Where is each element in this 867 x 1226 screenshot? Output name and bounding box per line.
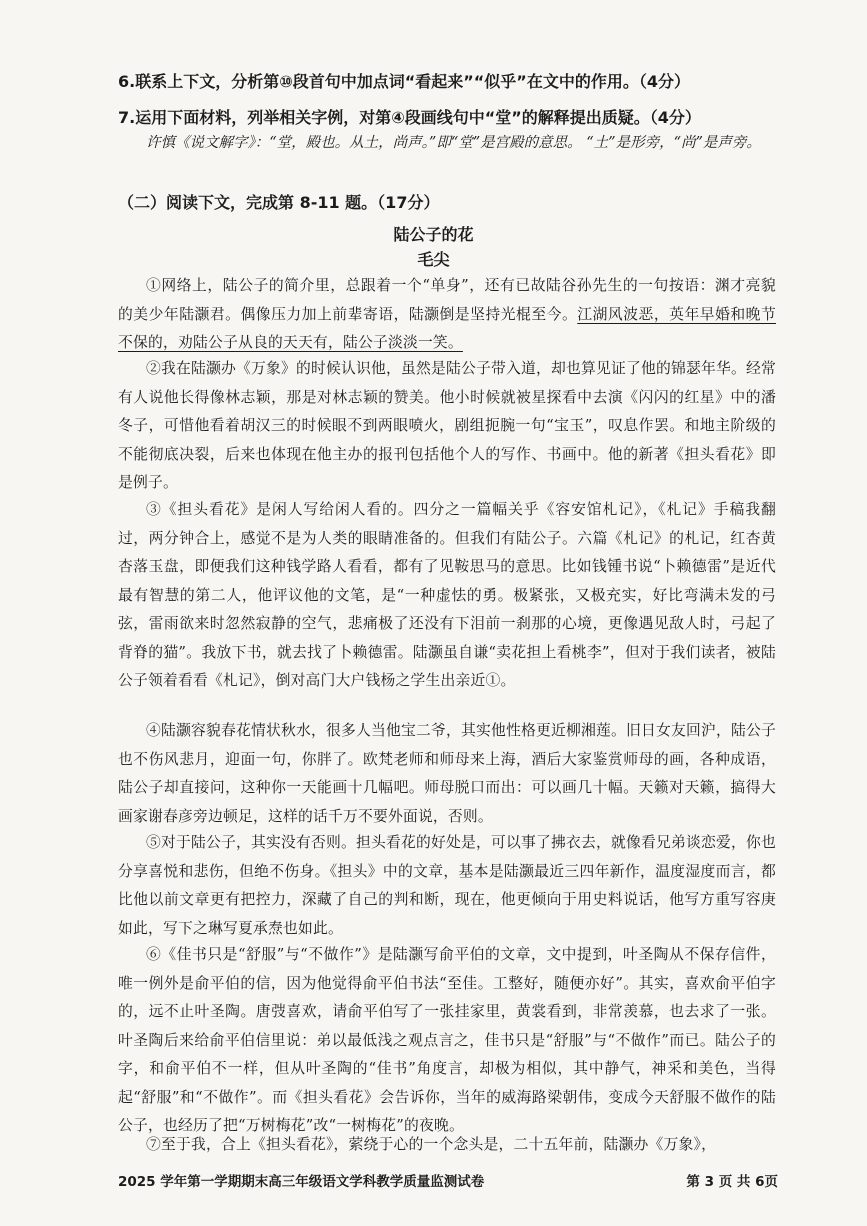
article-author: 毛尖: [417, 250, 450, 269]
question-6: 6.联系上下文，分析第⑩段首句中加点词“看起来”“似乎”在文中的作用。（4分）: [118, 72, 690, 91]
footer-page-number: 第 3 页 共 6页: [686, 1174, 778, 1190]
page-footer: [118, 1171, 778, 1193]
paragraph-7: ⑦至于我，合上《担头看花》，萦绕于心的一个念头是，二十五年前，陆灏办《万象》，: [146, 1136, 717, 1153]
paragraph-2: ②我在陆灏办《万象》的时候认识他，虽然是陆公子带入道，却也算见证了他的锦瑟年华。经常有人说他长得像林志颖，那是对林志颖的赞美。他小时候就被星探看中去演《闪闪的红星》中的潘冬子，可惜他看着胡汉三的时候眼不到两眼喷火，剧组扼腕一句“宝玉”，叹息作罢。和地主阶级的不能彻底决裂，后来也体现在他主办的报刊包括他个人的写作、书画中。他的新著《担头看花》即是例子。: [118, 360, 776, 491]
section-heading: （二）阅读下文，完成第 8-11 题。（17分）: [118, 193, 440, 212]
footer-exam-title: 2025 学年第一学期期末高三年级语文学科教学质量监测试卷: [118, 1174, 485, 1190]
question-7: 7.运用下面材料，列举相关字例，对第④段画线句中“堂”的解释提出质疑。（4分）: [118, 108, 701, 127]
paragraph-1-underlined-sentence: 江湖风波恶，英年早婚和晚节不保的，劝陆公子从良的天天有，陆公子淡淡一笑。: [118, 305, 776, 351]
paragraph-6: ⑥《佳书只是“舒服”与“不做作”》是陆灏写俞平伯的文章，文中提到，叶圣陶从不保存信件，唯一例外是俞平伯的信，因为他觉得俞平伯书法“至佳。工整好，随便亦好”。其实，喜欢俞平伯字的，远不止叶圣陶。唐弢喜欢，请俞平伯写了一张挂家里，黄裳看到，非常羡慕，也去求了一张。叶圣陶后来给俞平伯信里说：弟以最低浅之观点言之，佳书只是“舒服”与“不做作”而已。陆公子的字，和俞平伯不一样，但从叶圣陶的“佳书”角度言，却极为相似，其中静气，神采和美色，当得起“舒服”和“不做作”。而《担头看花》会告诉你，当年的威海路梁朝伟，变成今天舒服不做作的陆公子，也经历了把“万树梅花”改“一树梅花”的夜晚。: [118, 946, 776, 1134]
paragraph-1-text: ①网络上，陆公子的简介里，总跟着一个“单身”，还有已故陆谷孙先生的一句按语：渊才亮貌的美少年陆灏君。偶像压力加上前辈寄语，陆灏倒是坚持光棍至今。: [118, 277, 776, 323]
paragraph-1: [118, 272, 776, 358]
paragraph-4: ④陆灏容貌春花情状秋水，很多人当他宝二爷，其实他性格更近柳湘莲。旧日女友回沪，陆公子也不伤风悲月，迎面一句，你胖了。欧梵老师和师母来上海，酒后大家鉴赏师母的画，各种成语，陆公子却直接问，这种你一天能画十几幅吧。师母脱口而出：可以画几十幅。天籁对天籁，搞得大画家谢春彦旁边顿足，这样的话千万不要外面说，否则。: [118, 722, 776, 825]
paragraph-5: ⑤对于陆公子，其实没有否则。担头看花的好处是，可以事了拂衣去，就像看兄弟谈恋爱，你也分享喜悦和悲伤，但绝不伤身。《担头》中的文章，基本是陆灏最近三四年新作，温度湿度而言，都比他以前文章更有把控力，深藏了自己的判和断，现在，他更倾向于用史料说话，他写方重写容庚如此，写下之琳写夏承焘也如此。: [118, 834, 776, 937]
paragraph-3: ③《担头看花》是闲人写给闲人看的。四分之一篇幅关乎《容安馆札记》，《札记》手稿我翻过，两分钟合上，感觉不是为人类的眼睛准备的。但我们有陆公子。六篇《札记》的札记，红杏黄杏落玉盘，即便我们这种钱学路人看看，都有了见鞍思马的意思。比如钱锺书说“卜赖德雷”是近代最有智慧的第二人，他评议他的文笔，是“一种虚怯的勇。极紧张，又极充实，好比弯满未发的弓弦，雷雨欲来时忽然寂静的空气，悲痛极了还没有下泪前一刹那的心境，更像遇见敌人时，弓起了背脊的猫”。我放下书，就去找了卜赖德雷。陆灏虽自谦“卖花担上看桃李”，但对于我们读者，被陆公子领着看看《札记》，倒对高门大户钱杨之学生出亲近①。: [118, 501, 776, 689]
question-7-material: 许慎《说文解字》：“堂，殿也。从土，尚声。”即“堂”是宫殿的意思。 “土”是形旁，“尚”是声旁。: [146, 135, 761, 151]
article-title: 陆公子的花: [393, 225, 474, 244]
